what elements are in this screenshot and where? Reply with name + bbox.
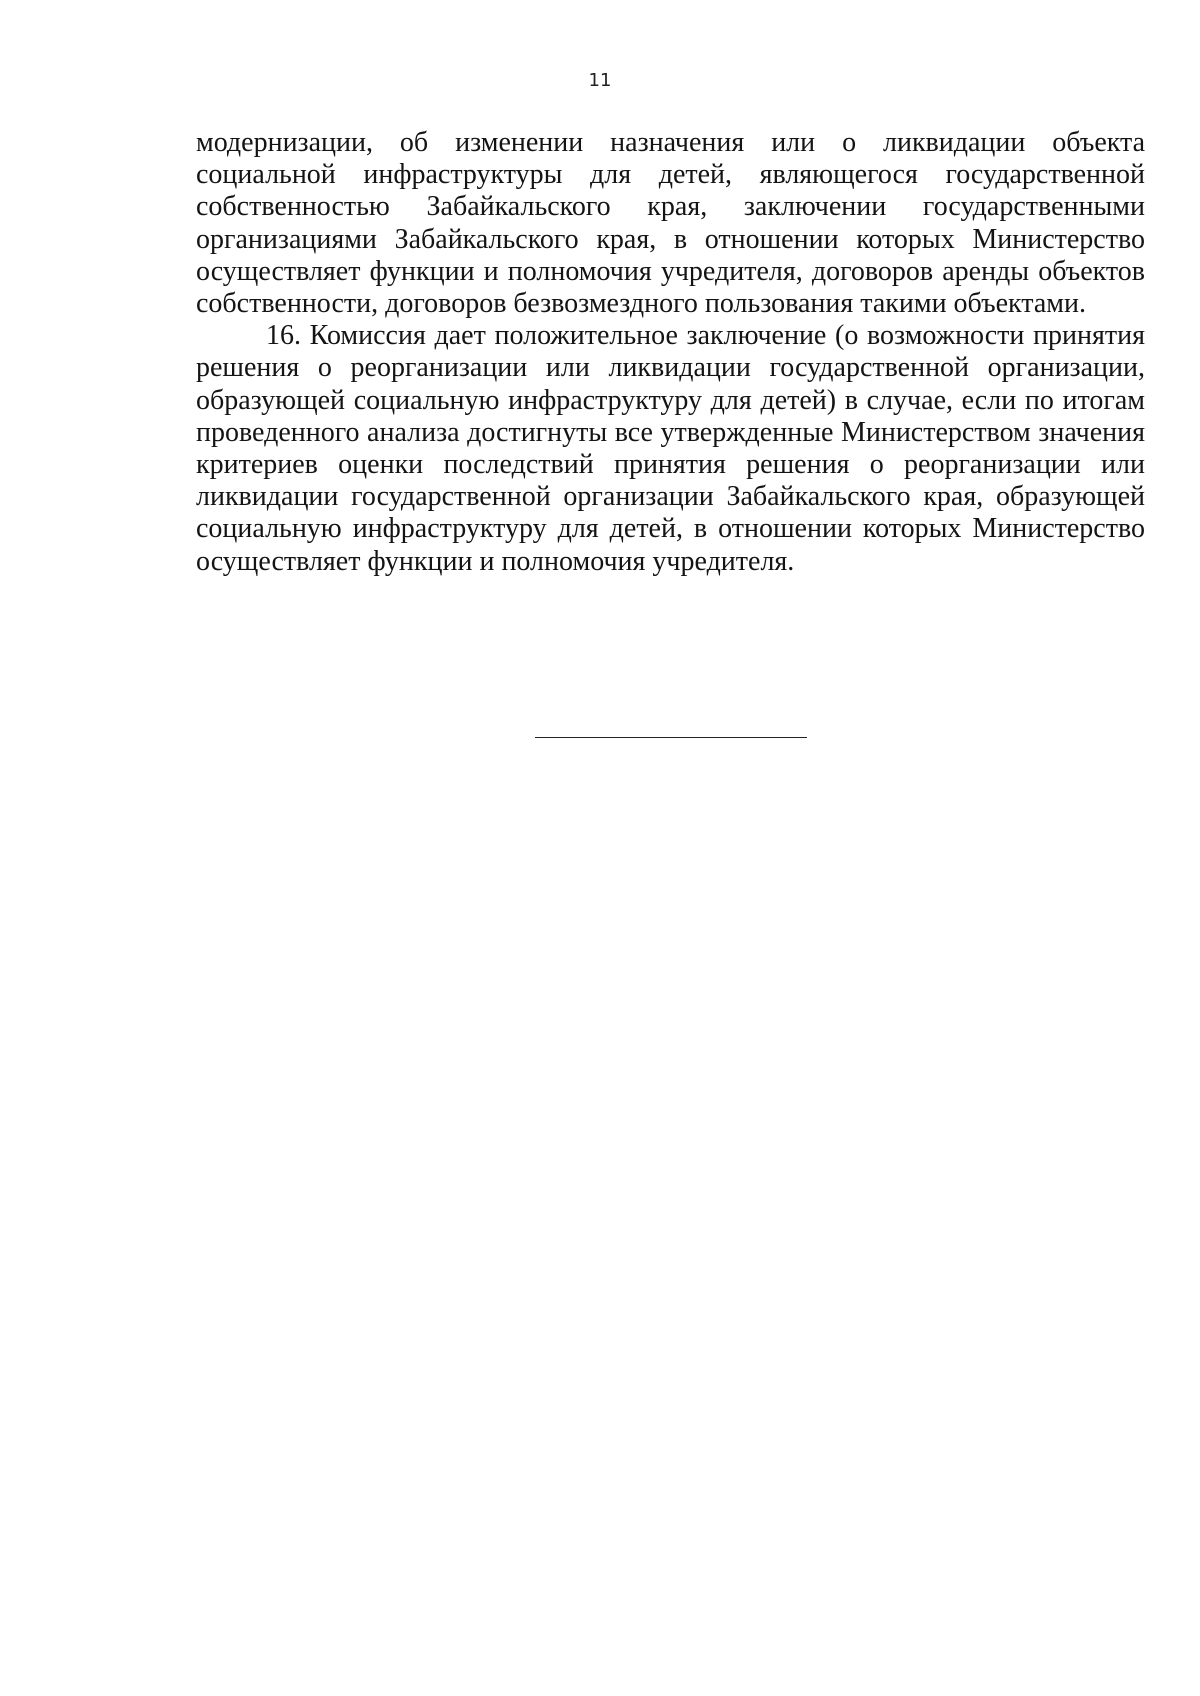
end-of-document-rule [535, 737, 807, 738]
document-body [196, 127, 1145, 578]
page-number: 11 [588, 70, 612, 91]
paragraph-16: 16. Комиссия дает положительное заключение (о возможности принятия решения о реорганизации или ликвидации государственной организации, образующей социальную инфраструктуру для детей) в случае, если по итогам проведенного анализа достигнуты все утвержденные Министерством значения критериев оценки последствий принятия решения о реорганизации или ликвидации государственной организации Забайкальского края, образующей социальную инфраструктуру для детей, в отношении которых Министерство осуществляет функции и полномочия учредителя. [196, 320, 1145, 577]
paragraph-continuation: модернизации, об изменении назначения или о ликвидации объекта социальной инфраструктуры для детей, являющегося государственной собственностью Забайкальского края, заключении государственными организациями Забайкальского края, в отношении которых Министерство осуществляет функции и полномочия учредителя, договоров аренды объектов собственности, договоров безвозмездного пользования такими объектами. [196, 127, 1145, 320]
